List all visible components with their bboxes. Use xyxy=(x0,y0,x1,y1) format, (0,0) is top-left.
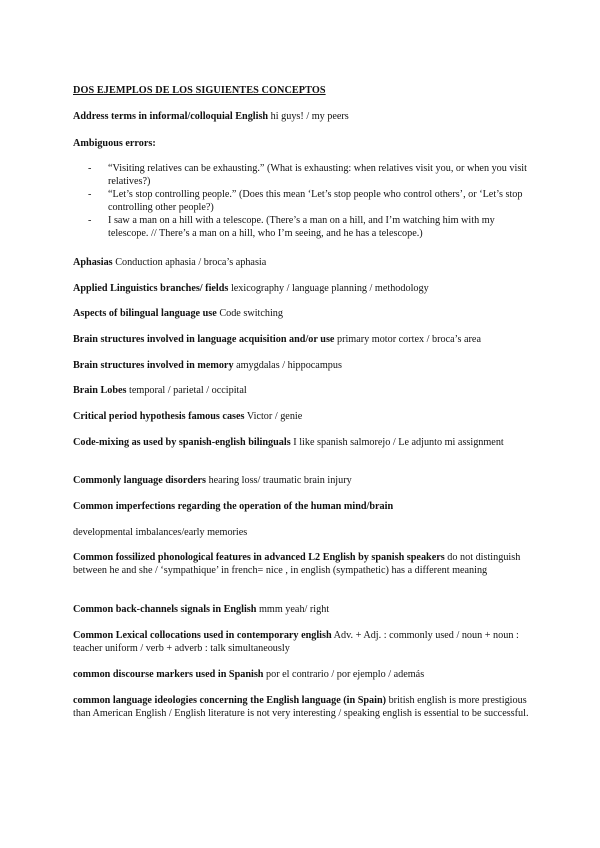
list-item xyxy=(88,188,528,214)
entry-back-channels xyxy=(73,603,529,616)
list-item-text: I saw a man on a hill with a telescope. (There’s a man on a hill, and I’m watching him with my telescope. // There’s a man on a hill, who I’m seeing, and he has a telescope.) xyxy=(108,215,495,239)
entry-term: Common fossilized phonological features in advanced L2 English by spanish speakers xyxy=(73,552,445,563)
ambiguous-errors-list xyxy=(88,162,528,240)
page-title: DOS EJEMPLOS DE LOS SIGUIENTES CONCEPTOS xyxy=(73,85,326,96)
entry-language-disorders xyxy=(73,474,529,487)
entry-applied-linguistics xyxy=(73,282,529,295)
entry-text: Victor / genie xyxy=(244,411,303,422)
entry-text: Adv. + Adj. : commonly used / noun + noun : teacher uniform / verb + adverb : talk simultaneously xyxy=(73,630,519,654)
entry-aphasias xyxy=(73,256,529,269)
entry-brain-lobes xyxy=(73,384,529,397)
entry-term: Common Lexical collocations used in contemporary english xyxy=(73,630,332,641)
entry-text: Code switching xyxy=(216,308,283,319)
entry-text: developmental imbalances/early memories xyxy=(73,527,248,538)
dash-bullet: - xyxy=(88,189,92,200)
entry-term: Brain Lobes xyxy=(73,385,127,396)
entry-fossilized-features xyxy=(73,551,529,577)
entry-address-terms xyxy=(73,110,529,123)
entry-term: Code-mixing as used by spanish-english bilinguals xyxy=(73,437,291,448)
dash-bullet: - xyxy=(88,215,92,226)
entry-text: Conduction aphasia / broca’s aphasia xyxy=(112,257,267,268)
entry-term: Aphasias xyxy=(73,257,113,268)
list-item xyxy=(88,162,528,188)
list-item xyxy=(88,214,528,240)
entry-critical-period xyxy=(73,410,529,423)
list-item-text: “Let’s stop controlling people.” (Does this mean ‘Let’s stop people who control others’, or ‘Let’s stop controlling other people?) xyxy=(108,189,523,213)
entry-term: Common back-channels signals in English xyxy=(73,604,257,615)
entry-term: Address terms in informal/colloquial English xyxy=(73,111,269,122)
entry-term: Ambiguous errors: xyxy=(73,138,156,149)
entry-text: temporal / parietal / occipital xyxy=(126,385,247,396)
entry-term: Critical period hypothesis famous cases xyxy=(73,411,245,422)
entry-text: lexicography / language planning / methodology xyxy=(228,283,429,294)
entry-term: Common imperfections regarding the operation of the human mind/brain xyxy=(73,501,394,512)
entry-text: hearing loss/ traumatic brain injury xyxy=(206,475,352,486)
entry-text: british english is more prestigious than American English / English literature is not very interesting / speaking english is essential to be successful. xyxy=(73,695,529,719)
entry-term: Aspects of bilingual language use xyxy=(73,308,217,319)
dash-bullet: - xyxy=(88,163,92,174)
entry-imperfections-text xyxy=(73,526,529,539)
entry-discourse-markers xyxy=(73,668,529,681)
list-item-text: “Visiting relatives can be exhausting.” (What is exhausting: when relatives visit you, or when you visit relatives?) xyxy=(108,163,527,187)
entry-code-mixing xyxy=(73,436,529,449)
entry-text: mmm yeah/ right xyxy=(256,604,330,615)
entry-language-ideologies xyxy=(73,694,529,720)
entry-text: primary motor cortex / broca’s area xyxy=(334,334,481,345)
entry-term: Commonly language disorders xyxy=(73,475,207,486)
entry-term: Brain structures involved in language acquisition and/or use xyxy=(73,334,335,345)
entry-term: Brain structures involved in memory xyxy=(73,360,234,371)
entry-text: por el contrario / por ejemplo / además xyxy=(263,669,425,680)
entry-brain-memory xyxy=(73,359,529,372)
entry-term: Applied Linguistics branches/ fields xyxy=(73,283,229,294)
entry-imperfections xyxy=(73,500,529,513)
entry-bilingual-use xyxy=(73,307,529,320)
entry-text: I like spanish salmorejo / Le adjunto mi assignment xyxy=(290,437,504,448)
entry-text: hi guys! / my peers xyxy=(268,111,349,122)
entry-lexical-collocations xyxy=(73,629,529,655)
entry-term: common language ideologies concerning the English language (in Spain) xyxy=(73,695,387,706)
entry-text: amygdalas / hippocampus xyxy=(233,360,342,371)
entry-text: do not distinguish between he and she / ‘sympathique’ in french= nice , in english (sympathetic) has a different meaning xyxy=(73,552,521,576)
entry-brain-acquisition xyxy=(73,333,529,346)
entry-ambiguous-errors xyxy=(73,137,529,150)
entry-term: common discourse markers used in Spanish xyxy=(73,669,264,680)
